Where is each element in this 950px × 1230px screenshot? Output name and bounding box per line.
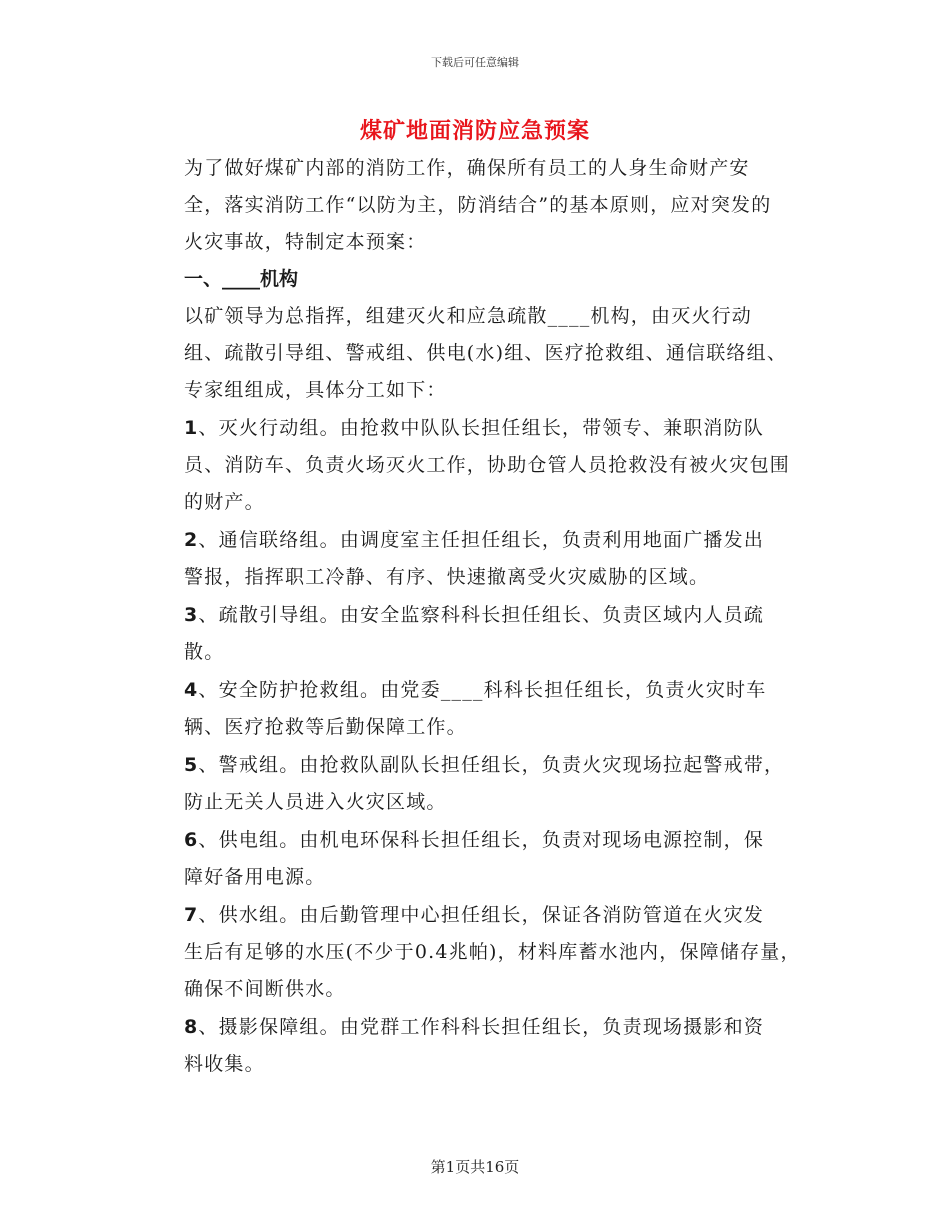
duty-item-text: 、供水组。由后勤管理中心担任组长，保证各消防管道在火灾发 — [198, 904, 765, 926]
duty-item-line — [142, 672, 822, 709]
duty-item — [142, 597, 822, 671]
duty-item-line: 防止无关人员进入火灾区域。 — [184, 791, 447, 813]
intro-line: 为了做好煤矿内部的消防工作，确保所有员工的人身生命财产安 — [184, 157, 750, 179]
duty-item-text: 、供电组。由机电环保科长担任组长，负责对现场电源控制，保 — [198, 829, 765, 851]
duty-item — [142, 897, 822, 1008]
duty-item — [142, 1009, 822, 1083]
duty-item-text: 、疏散引导组。由安全监察科科长担任组长、负责区域内人员疏 — [198, 604, 765, 626]
duty-item-number: 2 — [184, 529, 199, 551]
duty-item-number: 5 — [184, 754, 199, 776]
duty-item — [142, 672, 822, 746]
document-body — [142, 150, 822, 1083]
intro-paragraph — [142, 150, 822, 261]
section-line: 专家组组成，具体分工如下： — [184, 379, 447, 401]
duty-item-line: 辆、医疗抢救等后勤保障工作。 — [184, 716, 467, 738]
section-line: 以矿领导为总指挥，组建灭火和应急疏散____机构，由灭火行动 — [184, 305, 753, 327]
duty-list — [142, 410, 822, 1083]
duty-item-line: 料收集。 — [184, 1053, 265, 1075]
duty-item-line — [142, 597, 822, 634]
duty-item — [142, 747, 822, 821]
document-title: 煤矿地面消防应急预案 — [359, 118, 590, 144]
duty-item-line — [142, 522, 822, 559]
duty-item-text: 、通信联络组。由调度室主任担任组长，负责利用地面广播发出 — [198, 529, 765, 551]
duty-item-text: 、灭火行动组。由抢救中队队长担任组长，带领专、兼职消防队 — [198, 417, 765, 439]
duty-item-number: 1 — [184, 417, 199, 439]
intro-line: 全，落实消防工作“以防为主，防消结合”的基本原则，应对突发的 — [184, 194, 772, 216]
duty-item — [142, 822, 822, 896]
duty-item-line — [142, 747, 822, 784]
duty-item-line: 障好备用电源。 — [184, 866, 326, 888]
duty-item-text: 、摄影保障组。由党群工作科科长担任组长，负责现场摄影和资 — [198, 1016, 765, 1038]
duty-item-number: 3 — [184, 604, 199, 626]
duty-item-line: 员、消防车、负责火场灭火工作，协助仓管人员抢救没有被火灾包围 — [184, 454, 791, 476]
section-heading: 一、____机构 — [184, 268, 299, 290]
duty-item-line: 生后有足够的水压(不少于0.4兆帕)，材料库蓄水池内，保障储存量， — [184, 941, 801, 963]
duty-item — [142, 410, 822, 521]
duty-item-text: 、警戒组。由抢救队副队长担任组长，负责火灾现场拉起警戒带， — [198, 754, 785, 776]
section-line: 组、疏散引导组、警戒组、供电(水)组、医疗抢救组、通信联络组、 — [184, 342, 788, 364]
duty-item-line — [142, 410, 822, 447]
duty-item-line: 的财产。 — [184, 491, 265, 513]
duty-item-number: 8 — [184, 1016, 199, 1038]
duty-item-line — [142, 822, 822, 859]
duty-item-line: 警报，指挥职工冷静、有序、快速撤离受火灾威胁的区域。 — [184, 566, 710, 588]
header-note: 下载后可任意编辑 — [431, 56, 519, 69]
duty-item-line — [142, 897, 822, 934]
duty-item-number: 6 — [184, 829, 199, 851]
intro-line: 火灾事故，特制定本预案： — [184, 231, 427, 253]
duty-item-line: 散。 — [184, 641, 225, 663]
duty-item-line — [142, 1009, 822, 1046]
duty-item-text: 、安全防护抢救组。由党委____科科长担任组长，负责火灾时车 — [198, 679, 767, 701]
duty-item — [142, 522, 822, 596]
duty-item-number: 4 — [184, 679, 199, 701]
duty-item-line: 确保不间断供水。 — [184, 978, 346, 1000]
page-footer: 第1页共16页 — [430, 1158, 520, 1176]
section-paragraph — [142, 298, 822, 409]
duty-item-number: 7 — [184, 904, 199, 926]
